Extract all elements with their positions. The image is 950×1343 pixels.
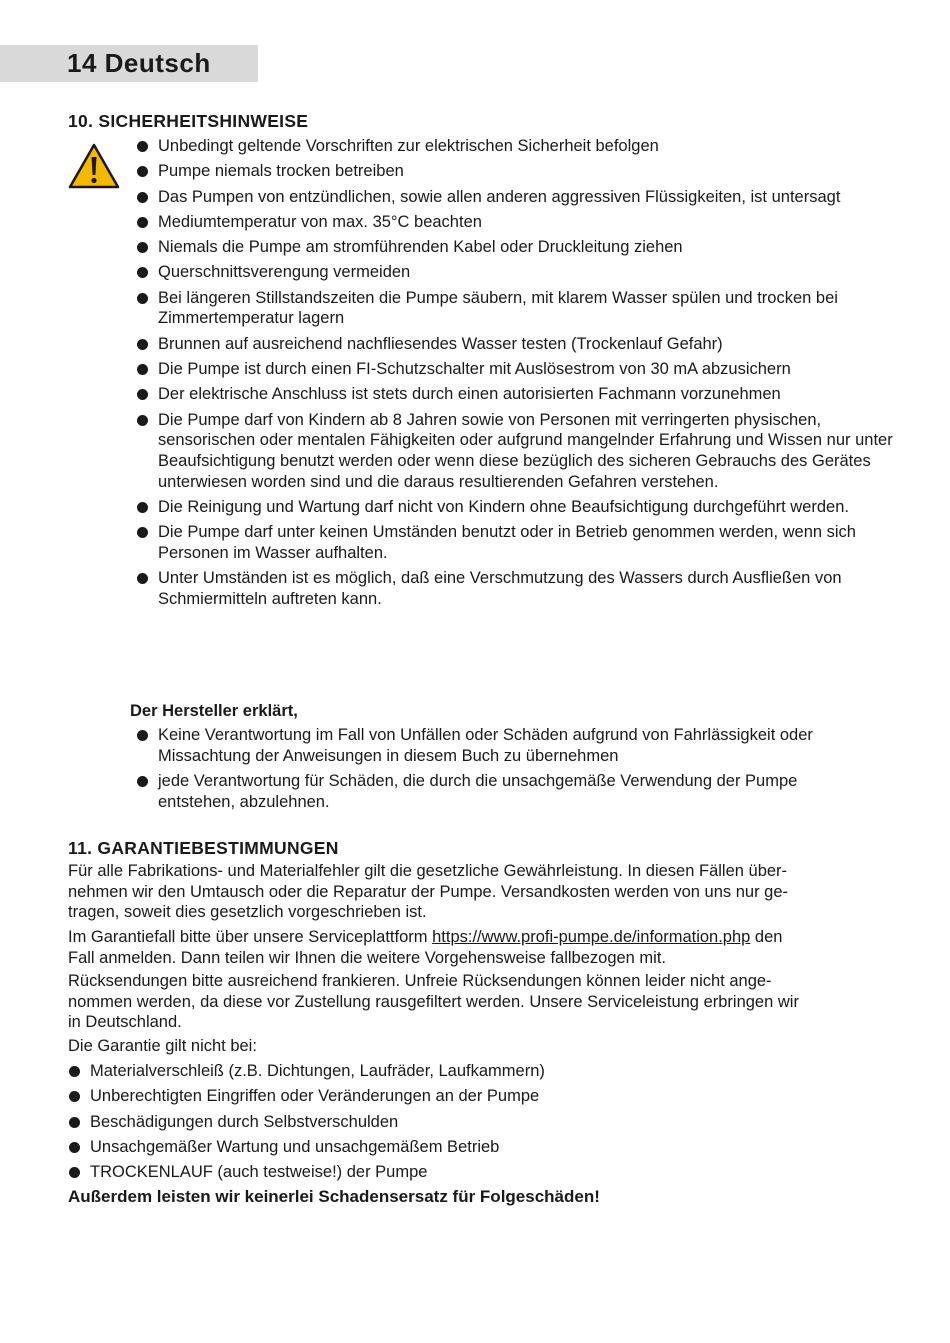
list-item: jede Verantwortung für Schäden, die durch die unsachgemäße Verwendung der Pumpe entstehen, abzulehnen. <box>136 771 868 812</box>
list-item: Unberechtigten Eingriffen oder Veränderungen an der Pumpe <box>68 1086 828 1107</box>
bullet-dot-icon <box>69 1091 80 1102</box>
list-item: Die Pumpe darf unter keinen Umständen benutzt oder in Betrieb genommen werden, wenn sich Personen im Wasser aufhalten. <box>136 522 898 563</box>
list-item: Keine Verantwortung im Fall von Unfällen oder Schäden aufgrund von Fahrlässigkeit oder Missachtung der Anweisungen in diesem Buch zu übernehmen <box>136 725 876 766</box>
bullet-dot-icon <box>137 339 148 350</box>
list-item: TROCKENLAUF (auch testweise!) der Pumpe <box>68 1162 828 1183</box>
final-note: Außerdem leisten wir keinerlei Schadensersatz für Folgeschäden! <box>68 1187 600 1206</box>
list-item: Querschnittsverengung vermeiden <box>136 262 896 283</box>
list-item: Bei längeren Stillstandszeiten die Pumpe säubern, mit klarem Wasser spülen und trocken bei Zimmertemperatur lagern <box>136 288 896 329</box>
exclusions-list <box>68 1061 828 1187</box>
warranty-paragraph-2: Im Garantiefall bitte über unsere Serviceplattform https://www.profi-pumpe.de/information.php den Fall anmelden. Dann teilen wir Ihnen die weitere Vorgehensweise fallbezogen mit. <box>68 928 783 967</box>
bullet-dot-icon <box>137 730 148 741</box>
list-item: Die Reinigung und Wartung darf nicht von Kindern ohne Beaufsichtigung durchgeführt werden. <box>136 497 858 518</box>
safety-list <box>136 136 896 614</box>
manufacturer-list <box>136 725 876 817</box>
service-platform-link[interactable]: https://www.profi-pumpe.de/information.php <box>432 928 751 946</box>
exclusions-intro: Die Garantie gilt nicht bei: <box>68 1037 257 1055</box>
bullet-dot-icon <box>137 364 148 375</box>
list-item: Unter Umständen ist es möglich, daß eine Verschmutzung des Wassers durch Ausfließen von Schmiermitteln auftreten kann. <box>136 568 898 609</box>
manufacturer-heading: Der Hersteller erklärt, <box>130 702 298 720</box>
bullet-dot-icon <box>137 141 148 152</box>
warranty-paragraph-1: Für alle Fabrikations- und Materialfehler gilt die gesetzliche Gewährleistung. In diesen Fällen über- nehmen wir den Umtausch oder die Reparatur der Pumpe. Versandkosten werden von uns nur ge- tragen, soweit dies gesetzlich vorgeschrieben ist. <box>68 862 788 922</box>
list-item: Unbedingt geltende Vorschriften zur elektrischen Sicherheit befolgen <box>136 136 896 157</box>
list-item: Niemals die Pumpe am stromführenden Kabel oder Druckleitung ziehen <box>136 237 896 258</box>
bullet-dot-icon <box>137 293 148 304</box>
list-item: Mediumtemperatur von max. 35°C beachten <box>136 212 896 233</box>
list-item: Unsachgemäßer Wartung und unsachgemäßem Betrieb <box>68 1137 828 1158</box>
list-item: Pumpe niemals trocken betreiben <box>136 161 896 182</box>
bullet-dot-icon <box>137 166 148 177</box>
bullet-dot-icon <box>137 217 148 228</box>
warranty-section-title: 11. GARANTIEBESTIMMUNGEN <box>68 838 339 858</box>
safety-section-title: 10. SICHERHEITSHINWEISE <box>68 111 309 131</box>
bullet-dot-icon <box>137 242 148 253</box>
bullet-dot-icon <box>137 389 148 400</box>
list-item: Materialverschleiß (z.B. Dichtungen, Laufräder, Laufkammern) <box>68 1061 828 1082</box>
bullet-dot-icon <box>69 1167 80 1178</box>
bullet-dot-icon <box>137 527 148 538</box>
warranty-paragraph-3: Rücksendungen bitte ausreichend frankieren. Unfreie Rücksendungen können leider nicht ange- nommen werden, da diese vor Zustellung rausgefiltert werden. Unsere Serviceleistung erbringen wir in Deutschland. <box>68 972 799 1032</box>
bullet-dot-icon <box>69 1066 80 1077</box>
warning-triangle-icon <box>68 143 120 189</box>
bullet-dot-icon <box>137 776 148 787</box>
page-title: 14 Deutsch <box>67 48 211 78</box>
list-item: Die Pumpe darf von Kindern ab 8 Jahren sowie von Personen mit verringerten physischen, sensorischen oder mentalen Fähigkeiten oder aufgrund mangelnder Erfahrung und Wissen nur unter Beaufsichtigung benutzt werden oder wenn diese bezüglich des sicheren Gebrauchs des Gerätes unterwiesen worden sind und die daraus resultierenden Gefahren verstehen. <box>136 410 898 493</box>
list-item: Beschädigungen durch Selbstverschulden <box>68 1112 828 1133</box>
bullet-dot-icon <box>137 502 148 513</box>
list-item: Das Pumpen von entzündlichen, sowie allen anderen aggressiven Flüssigkeiten, ist untersagt <box>136 187 896 208</box>
bullet-dot-icon <box>137 267 148 278</box>
bullet-dot-icon <box>137 192 148 203</box>
bullet-dot-icon <box>69 1117 80 1128</box>
bullet-dot-icon <box>137 415 148 426</box>
list-item: Die Pumpe ist durch einen FI-Schutzschalter mit Auslösestrom von 30 mA abzusichern <box>136 359 896 380</box>
bullet-dot-icon <box>69 1142 80 1153</box>
list-item: Brunnen auf ausreichend nachfliesendes Wasser testen (Trockenlauf Gefahr) <box>136 334 896 355</box>
bullet-dot-icon <box>137 573 148 584</box>
list-item: Der elektrische Anschluss ist stets durch einen autorisierten Fachmann vorzunehmen <box>136 384 896 405</box>
